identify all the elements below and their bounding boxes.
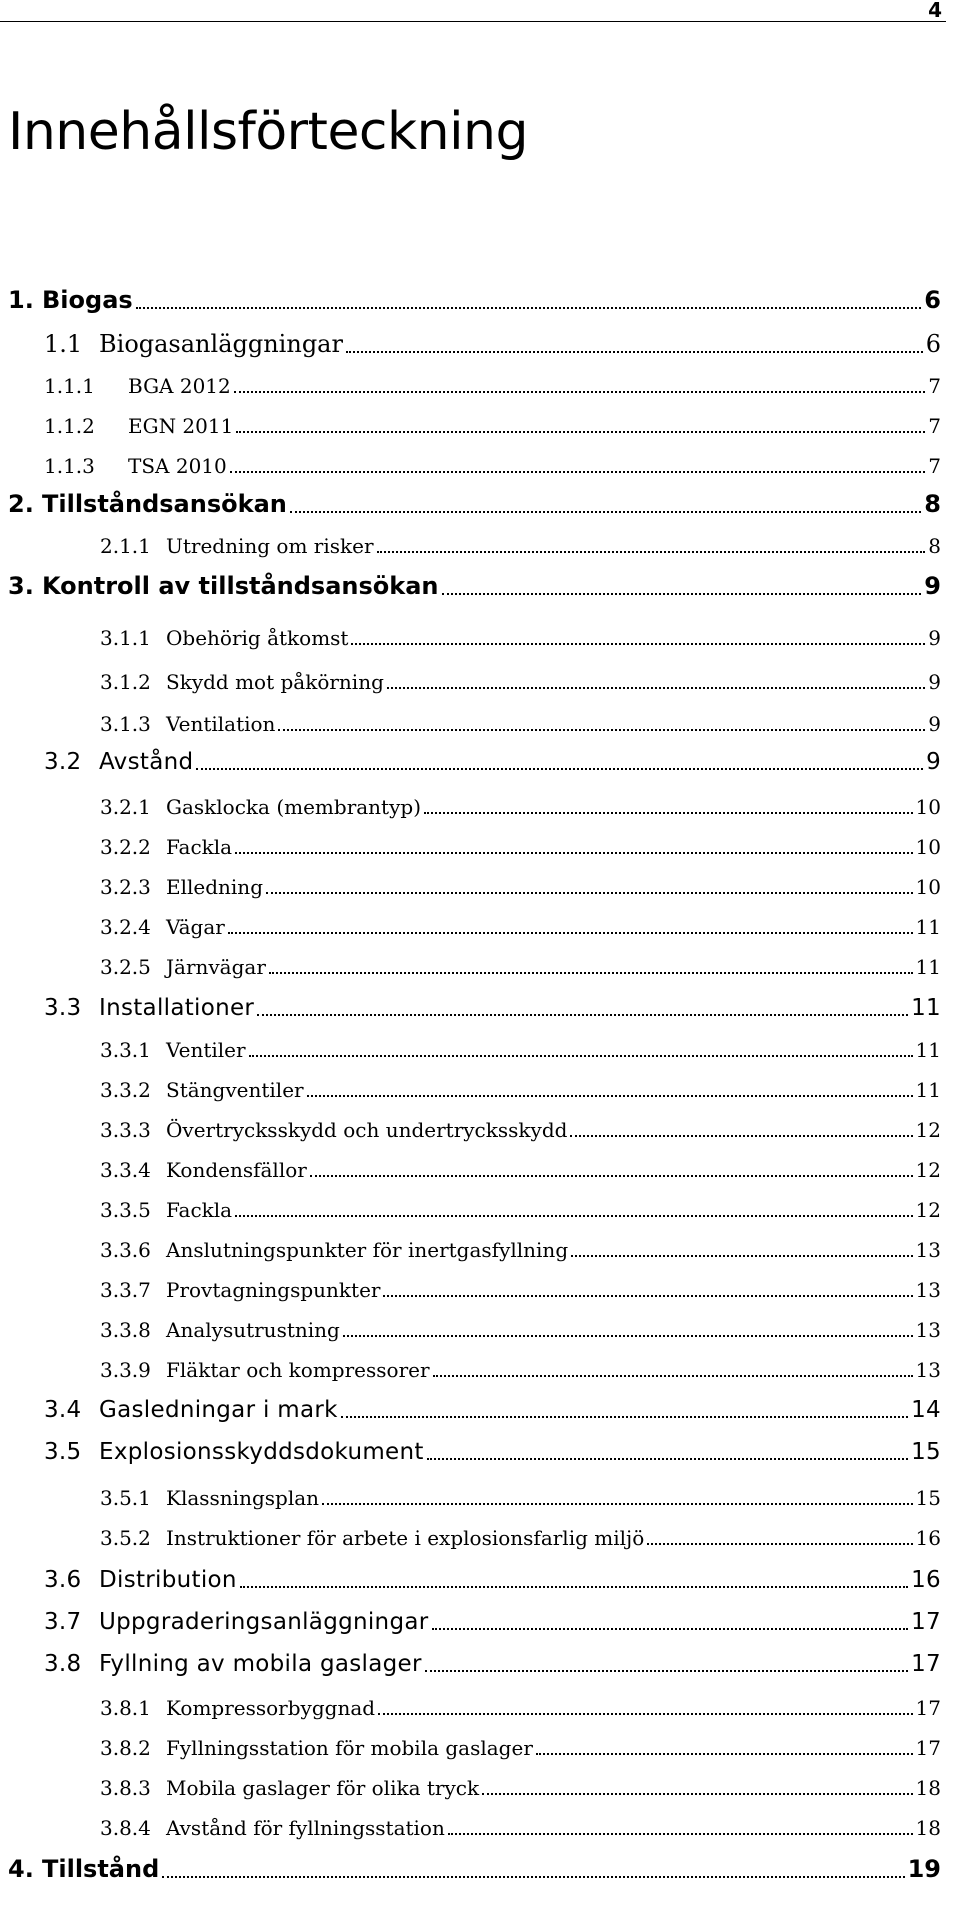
toc-entry-title: Ventilation: [166, 712, 276, 736]
toc-entry-number: 3.3.2: [100, 1078, 151, 1102]
toc-entry-title: Installationer: [99, 995, 255, 1021]
toc-entry-title: Provtagningspunkter: [166, 1278, 381, 1302]
toc-entry[interactable]: [100, 1118, 941, 1142]
toc-entry[interactable]: [100, 1816, 941, 1840]
toc-entry[interactable]: [44, 1439, 941, 1465]
toc-entry-number: 4.: [8, 1855, 34, 1883]
toc-entry-title: Fyllningsstation för mobila gaslager: [166, 1736, 533, 1760]
toc-dot-leader: [343, 1335, 913, 1337]
toc-entry-page: 10: [915, 835, 941, 859]
toc-entry-title: Avstånd: [99, 749, 194, 775]
toc-entry[interactable]: [44, 414, 941, 438]
toc-entry[interactable]: [100, 712, 941, 736]
toc-entry-page: 9: [924, 572, 941, 600]
toc-entry-page: 17: [911, 1609, 941, 1635]
toc-dot-leader: [162, 1876, 904, 1878]
toc-entry-number: 3.2.2: [100, 835, 151, 859]
toc-entry-number: 3.6: [44, 1567, 82, 1593]
toc-entry-page: 15: [915, 1486, 941, 1510]
toc-dot-leader: [266, 892, 913, 894]
toc-dot-leader: [378, 1713, 912, 1715]
toc-dot-leader: [240, 1586, 908, 1588]
toc-entry-number: 3.3.1: [100, 1038, 151, 1062]
toc-entry-title: Klassningsplan: [166, 1486, 320, 1510]
toc-dot-leader: [536, 1753, 913, 1755]
toc-entry[interactable]: [100, 1078, 941, 1102]
toc-entry[interactable]: [100, 915, 941, 939]
toc-entry-number: 3.3.9: [100, 1358, 151, 1382]
toc-entry-number: 3.1.1: [100, 626, 151, 650]
toc-entry-number: 3.3.7: [100, 1278, 151, 1302]
toc-entry-title: Fackla: [166, 835, 233, 859]
toc-entry-title: Biogasanläggningar: [99, 330, 343, 358]
toc-heading: Innehållsförteckning: [8, 102, 529, 162]
toc-entry-title: Elledning: [166, 875, 263, 899]
toc-dot-leader: [230, 471, 926, 473]
toc-entry[interactable]: [100, 955, 941, 979]
toc-dot-leader: [424, 812, 913, 814]
toc-dot-leader: [448, 1833, 913, 1835]
toc-entry-page: 7: [928, 454, 941, 478]
toc-entry-number: 3.8: [44, 1651, 82, 1677]
toc-entry-title: Järnvägar: [166, 955, 266, 979]
toc-dot-leader: [236, 431, 925, 433]
toc-entry-page: 9: [926, 749, 941, 775]
toc-entry-title: Kondensfällor: [166, 1158, 307, 1182]
toc-entry-page: 16: [915, 1526, 941, 1550]
toc-entry-number: 3.4: [44, 1397, 82, 1423]
toc-dot-leader: [570, 1135, 912, 1137]
toc-entry-page: 19: [907, 1855, 941, 1883]
toc-entry-number: 3.: [8, 572, 34, 600]
toc-entry-number: 1.1.3: [44, 454, 95, 478]
toc-entry-title: BGA 2012: [128, 374, 231, 398]
toc-dot-leader: [228, 932, 913, 934]
toc-dot-leader: [383, 1295, 912, 1297]
toc-entry-page: 9: [928, 626, 941, 650]
toc-entry-number: 3.1.3: [100, 712, 151, 736]
toc-dot-leader: [322, 1503, 913, 1505]
page-number: 4: [928, 0, 942, 22]
toc-dot-leader: [427, 1458, 908, 1460]
toc-entry[interactable]: [8, 490, 941, 518]
toc-entry-title: Explosionsskyddsdokument: [99, 1439, 424, 1465]
toc-entry-number: 3.8.2: [100, 1736, 151, 1760]
toc-entry-title: Gasledningar i mark: [99, 1397, 338, 1423]
toc-entry-title: Distribution: [99, 1567, 237, 1593]
toc-dot-leader: [432, 1628, 909, 1630]
toc-entry-page: 9: [928, 670, 941, 694]
toc-entry-page: 13: [915, 1318, 941, 1342]
toc-dot-leader: [346, 351, 923, 353]
toc-entry[interactable]: [44, 454, 941, 478]
toc-entry-page: 10: [915, 795, 941, 819]
toc-dot-leader: [571, 1255, 912, 1257]
toc-entry-title: EGN 2011: [128, 414, 234, 438]
toc-entry[interactable]: [100, 1238, 941, 1262]
toc-entry[interactable]: [44, 1397, 941, 1423]
toc-entry[interactable]: [100, 835, 941, 859]
toc-entry-title: Obehörig åtkomst: [166, 626, 349, 650]
toc-entry-page: 13: [915, 1278, 941, 1302]
toc-entry[interactable]: [100, 1198, 941, 1222]
toc-dot-leader: [442, 593, 922, 595]
toc-entry[interactable]: [44, 749, 941, 775]
toc-dot-leader: [647, 1543, 912, 1545]
toc-entry-number: 3.5.2: [100, 1526, 151, 1550]
toc-entry-page: 9: [928, 712, 941, 736]
toc-entry-page: 13: [915, 1238, 941, 1262]
toc-entry-title: Uppgraderingsanläggningar: [99, 1609, 429, 1635]
toc-dot-leader: [278, 729, 925, 731]
toc-entry-number: 3.8.4: [100, 1816, 151, 1840]
toc-entry-title: Fackla: [166, 1198, 233, 1222]
toc-entry-page: 7: [928, 414, 941, 438]
toc-entry-title: Tillstånd: [42, 1855, 160, 1883]
toc-entry-page: 16: [911, 1567, 941, 1593]
toc-entry-number: 3.3.8: [100, 1318, 151, 1342]
toc-dot-leader: [235, 852, 912, 854]
toc-entry-page: 7: [928, 374, 941, 398]
toc-entry-title: Gasklocka (membrantyp): [166, 795, 421, 819]
toc-dot-leader: [425, 1670, 908, 1672]
toc-entry-page: 8: [924, 490, 941, 518]
toc-entry-number: 2.1.1: [100, 534, 151, 558]
toc-entry-number: 3.3.4: [100, 1158, 151, 1182]
toc-entry-page: 11: [915, 955, 941, 979]
toc-entry-title: TSA 2010: [128, 454, 227, 478]
toc-dot-leader: [341, 1416, 908, 1418]
toc-entry-title: Ventiler: [166, 1038, 246, 1062]
toc-entry[interactable]: [100, 1696, 941, 1720]
toc-entry-page: 8: [928, 534, 941, 558]
toc-entry-number: 3.8.1: [100, 1696, 151, 1720]
toc-entry-title: Övertrycksskydd och undertrycksskydd: [166, 1118, 568, 1142]
toc-entry-title: Biogas: [42, 286, 133, 314]
toc-entry-title: Avstånd för fyllningsstation: [166, 1816, 445, 1840]
toc-dot-leader: [269, 972, 913, 974]
toc-dot-leader: [196, 768, 923, 770]
toc-entry-page: 11: [915, 1078, 941, 1102]
toc-entry-title: Skydd mot påkörning: [166, 670, 384, 694]
toc-entry[interactable]: [8, 572, 941, 600]
toc-entry-page: 11: [915, 1038, 941, 1062]
toc-entry-page: 6: [924, 286, 941, 314]
toc-dot-leader: [136, 307, 922, 309]
toc-entry-page: 14: [911, 1397, 941, 1423]
toc-entry[interactable]: [44, 995, 941, 1021]
toc-entry-page: 12: [915, 1198, 941, 1222]
toc-entry-number: 1.1.1: [44, 374, 95, 398]
toc-entry[interactable]: [100, 670, 941, 694]
toc-entry-page: 15: [911, 1439, 941, 1465]
toc-entry-number: 3.2.3: [100, 875, 151, 899]
toc-entry-page: 6: [925, 330, 941, 358]
toc-entry[interactable]: [44, 374, 941, 398]
toc-entry-number: 3.5: [44, 1439, 82, 1465]
toc-entry-title: Analysutrustning: [166, 1318, 340, 1342]
toc-entry-number: 3.2.4: [100, 915, 151, 939]
toc-dot-leader: [387, 687, 925, 689]
toc-entry-number: 3.3.6: [100, 1238, 151, 1262]
toc-entry[interactable]: [44, 1651, 941, 1677]
toc-entry-number: 3.2: [44, 749, 82, 775]
toc-entry[interactable]: [8, 286, 941, 314]
toc-entry[interactable]: [100, 875, 941, 899]
toc-entry-page: 11: [915, 915, 941, 939]
toc-dot-leader: [234, 391, 926, 393]
toc-entry[interactable]: [8, 1855, 941, 1883]
toc-entry-title: Kompressorbyggnad: [166, 1696, 376, 1720]
toc-entry-page: 18: [915, 1776, 941, 1800]
toc-entry-title: Tillståndsansökan: [42, 490, 287, 518]
toc-entry[interactable]: [100, 1358, 941, 1382]
toc-entry[interactable]: [100, 626, 941, 650]
toc-dot-leader: [482, 1793, 912, 1795]
toc-dot-leader: [351, 643, 925, 645]
toc-entry-title: Vägar: [166, 915, 225, 939]
toc-entry-title: Kontroll av tillståndsansökan: [42, 572, 439, 600]
toc-entry-number: 1.1: [44, 330, 83, 358]
toc-entry[interactable]: [100, 1526, 941, 1550]
toc-entry-title: Stängventiler: [166, 1078, 304, 1102]
toc-entry-number: 3.3.5: [100, 1198, 151, 1222]
toc-entry[interactable]: [44, 1609, 941, 1635]
toc-entry-number: 3.1.2: [100, 670, 151, 694]
toc-entry-number: 3.7: [44, 1609, 82, 1635]
toc-dot-leader: [249, 1055, 913, 1057]
toc-entry-page: 12: [915, 1118, 941, 1142]
toc-entry[interactable]: [100, 795, 941, 819]
toc-dot-leader: [307, 1095, 913, 1097]
toc-entry-number: 3.8.3: [100, 1776, 151, 1800]
toc-dot-leader: [377, 551, 926, 553]
toc-entry-number: 1.: [8, 286, 34, 314]
toc-entry-page: 10: [915, 875, 941, 899]
toc-entry-number: 3.3.3: [100, 1118, 151, 1142]
toc-entry[interactable]: [100, 1486, 941, 1510]
toc-entry-number: 1.1.2: [44, 414, 95, 438]
toc-entry-number: 3.5.1: [100, 1486, 151, 1510]
toc-entry-title: Mobila gaslager för olika tryck: [166, 1776, 480, 1800]
toc-entry-page: 17: [911, 1651, 941, 1677]
toc-dot-leader: [290, 511, 921, 513]
toc-entry[interactable]: [100, 1278, 941, 1302]
toc-entry-page: 17: [915, 1696, 941, 1720]
toc-entry-page: 18: [915, 1816, 941, 1840]
toc-entry-number: 3.3: [44, 995, 82, 1021]
toc-entry-number: 2.: [8, 490, 34, 518]
toc-entry-page: 12: [915, 1158, 941, 1182]
toc-entry-title: Anslutningspunkter för inertgasfyllning: [166, 1238, 569, 1262]
toc-entry[interactable]: [44, 330, 941, 358]
toc-entry[interactable]: [100, 1776, 941, 1800]
toc-entry-title: Instruktioner för arbete i explosionsfarlig miljö: [166, 1526, 645, 1550]
toc-entry[interactable]: [100, 534, 941, 558]
toc-entry-page: 13: [915, 1358, 941, 1382]
toc-entry-page: 17: [915, 1736, 941, 1760]
toc-dot-leader: [310, 1175, 913, 1177]
toc-entry-number: 3.2.5: [100, 955, 151, 979]
toc-entry[interactable]: [100, 1038, 941, 1062]
toc-entry-title: Fyllning av mobila gaslager: [99, 1651, 422, 1677]
toc-entry[interactable]: [100, 1318, 941, 1342]
toc-dot-leader: [257, 1014, 908, 1016]
toc-entry[interactable]: [100, 1736, 941, 1760]
toc-dot-leader: [235, 1215, 912, 1217]
toc-entry-page: 11: [911, 995, 941, 1021]
toc-entry[interactable]: [100, 1158, 941, 1182]
toc-entry[interactable]: [44, 1567, 941, 1593]
toc-entry-title: Utredning om risker: [166, 534, 374, 558]
toc-entry-title: Fläktar och kompressorer: [166, 1358, 430, 1382]
toc-dot-leader: [433, 1375, 913, 1377]
toc-entry-number: 3.2.1: [100, 795, 151, 819]
